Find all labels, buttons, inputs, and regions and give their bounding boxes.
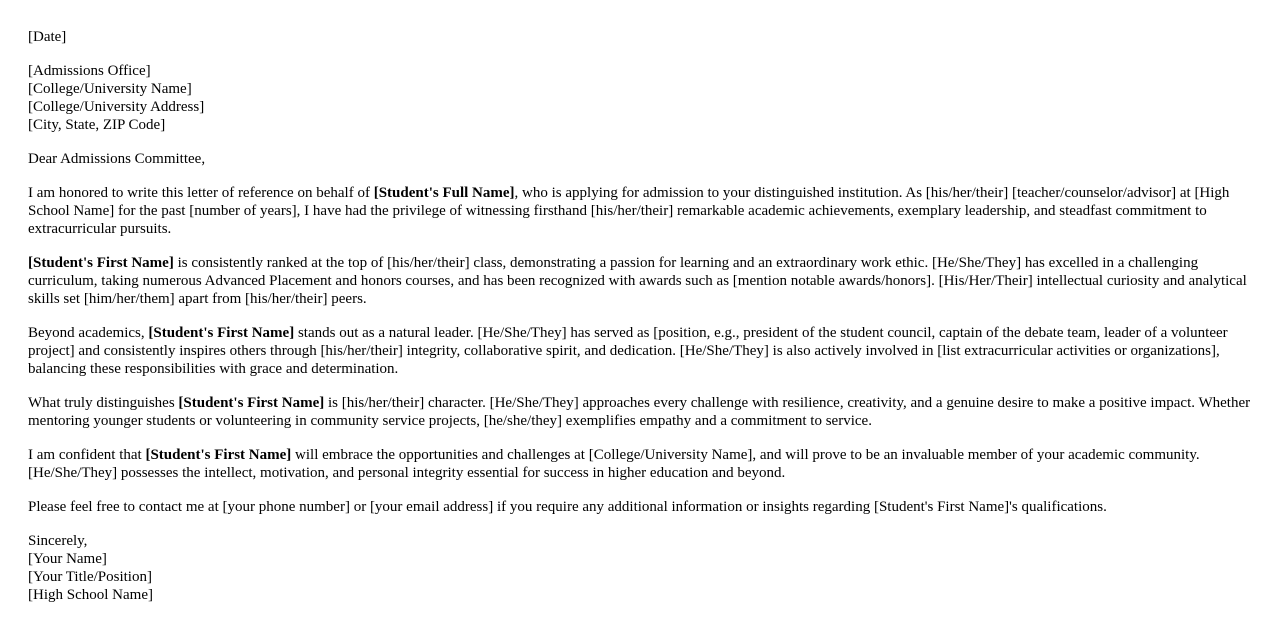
student-name-bold: [Student's First Name] [28,255,174,271]
recipient-institution: [College/University Name] [28,81,192,97]
reference-letter [28,28,1252,620]
paragraph-text: will embrace the opportunities and challenges at [College/University Name], and will prove to be an invaluable member of your academic community. [He/She/They] possesses the intellect, motivation, and personal integrity essential for success in higher education and beyond. [28,447,1200,481]
paragraph-text: I am honored to write this letter of reference on behalf of [28,185,374,201]
paragraph-text: is consistently ranked at the top of [his/her/their] class, demonstrating a passion for learning and an extraordinary work ethic. [He/She/They] has excelled in a challenging curriculum, taking numerous Advanced Placement and honors courses, and has been recognized with awards such as [mention notable awards/honors]. [His/Her/Their] intellectual curiosity and analytical skills set [him/her/them] apart from [his/her/their] peers. [28,255,1247,307]
signer-school: [High School Name] [28,587,153,603]
signer-title: [Your Title/Position] [28,569,152,585]
student-name-bold: [Student's First Name] [145,447,292,463]
student-name-bold: [Student's First Name] [178,395,325,411]
body-paragraph-contact [28,498,1252,516]
paragraph-text: Beyond academics, [28,325,149,341]
paragraph-text: What truly distinguishes [28,395,179,411]
closing: Sincerely, [28,533,88,549]
signature-block [28,532,1252,604]
paragraph-text: Please feel free to contact me at [your phone number] or [your email address] if you require any additional information or insights regarding [Student's First Name]'s qualifications. [28,499,1107,515]
body-paragraph-character [28,394,1252,430]
paragraph-text: stands out as a natural leader. [He/She/They] has served as [position, e.g., president of the student council, captain of the debate team, leader of a volunteer project] and consistently inspires others through [his/her/their] integrity, collaborative spirit, and dedication. [He/She/They] is also actively involved in [list extracurricular activities or organizations], balancing these responsibilities with grace and determination. [28,325,1228,377]
body-paragraph-intro [28,184,1252,238]
paragraph-text: I am confident that [28,447,146,463]
body-paragraph-leadership [28,324,1252,378]
recipient-address [28,62,1252,134]
student-name-bold: [Student's Full Name] [373,185,515,201]
recipient-city-state-zip: [City, State, ZIP Code] [28,117,166,133]
paragraph-text: is [his/her/their] character. [He/She/They] approaches every challenge with resilience, creativity, and a genuine desire to make a positive impact. Whether mentoring younger students or volunteering in community service projects, [he/she/they] exemplifies empathy and a commitment to service. [28,395,1251,429]
signer-name: [Your Name] [28,551,107,567]
body-paragraph-academics [28,254,1252,308]
student-name-bold: [Student's First Name] [148,325,295,341]
recipient-street-address: [College/University Address] [28,99,205,115]
body-paragraph-confidence [28,446,1252,482]
paragraph-text: , who is applying for admission to your distinguished institution. As [his/her/their] [teacher/counselor/advisor] at [High School Name] for the past [number of years], I have had the privilege of witnessing firsthand [his/her/their] remarkable academic achievements, exemplary leadership, and steadfast commitment to extracurricular pursuits. [28,185,1230,237]
salutation: Dear Admissions Committee, [28,151,206,167]
date-line: [Date] [28,29,67,45]
recipient-office: [Admissions Office] [28,63,151,79]
